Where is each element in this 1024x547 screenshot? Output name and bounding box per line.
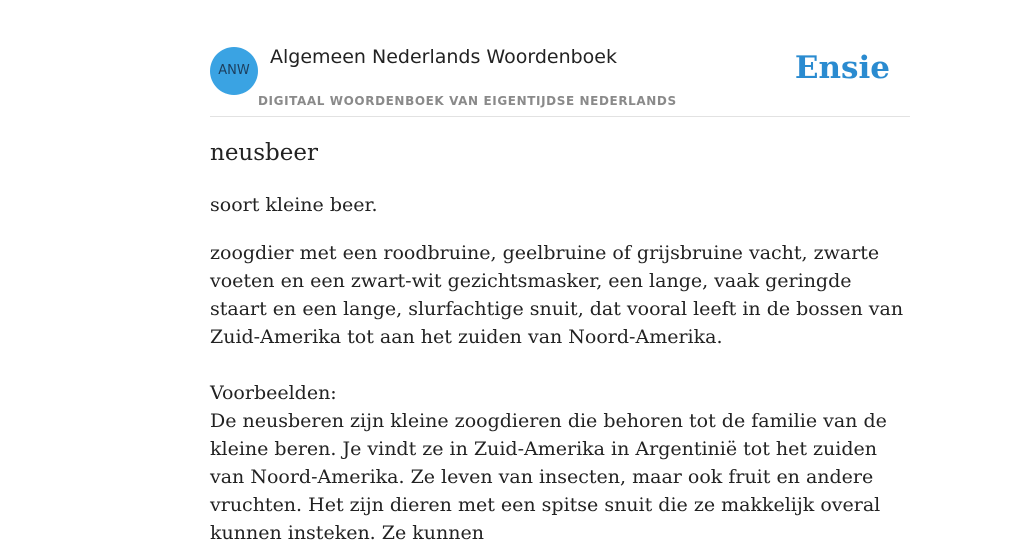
dictionary-subtitle: DIGITAAL WOORDENBOEK VAN EIGENTIJDSE NEDERLANDS xyxy=(258,94,677,108)
examples-text: De neusberen zijn kleine zoogdieren die behoren tot de familie van de kleine beren. Je vindt ze in Zuid-Amerika in Argentinië tot het zuiden van Noord-Amerika. Ze leven van insecten, maar ook fruit en andere vruchten. Het zijn dieren met een spitse snuit die ze makkelijk overal kunnen insteken. Ze kunnen xyxy=(210,410,887,544)
ensie-logo-link[interactable]: Ensie xyxy=(794,50,890,86)
anw-logo[interactable]: ANW xyxy=(210,47,258,95)
long-definition: zoogdier met een roodbruine, geelbruine of grijsbruine vacht, zwarte voeten en een zwart-wit gezichtsmasker, een lange, vaak geringde staart en een lange, slurfachtige snuit, dat vooral leeft in de bossen van Zuid-Amerika tot aan het zuiden van Noord-Amerika. xyxy=(210,242,904,348)
site-header xyxy=(210,0,910,117)
examples-label: Voorbeelden: xyxy=(210,382,337,404)
short-definition: soort kleine beer. xyxy=(210,194,378,216)
dictionary-title[interactable]: Algemeen Nederlands Woordenboek xyxy=(270,46,617,68)
entry-headword: neusbeer xyxy=(210,140,318,166)
page xyxy=(210,0,910,544)
